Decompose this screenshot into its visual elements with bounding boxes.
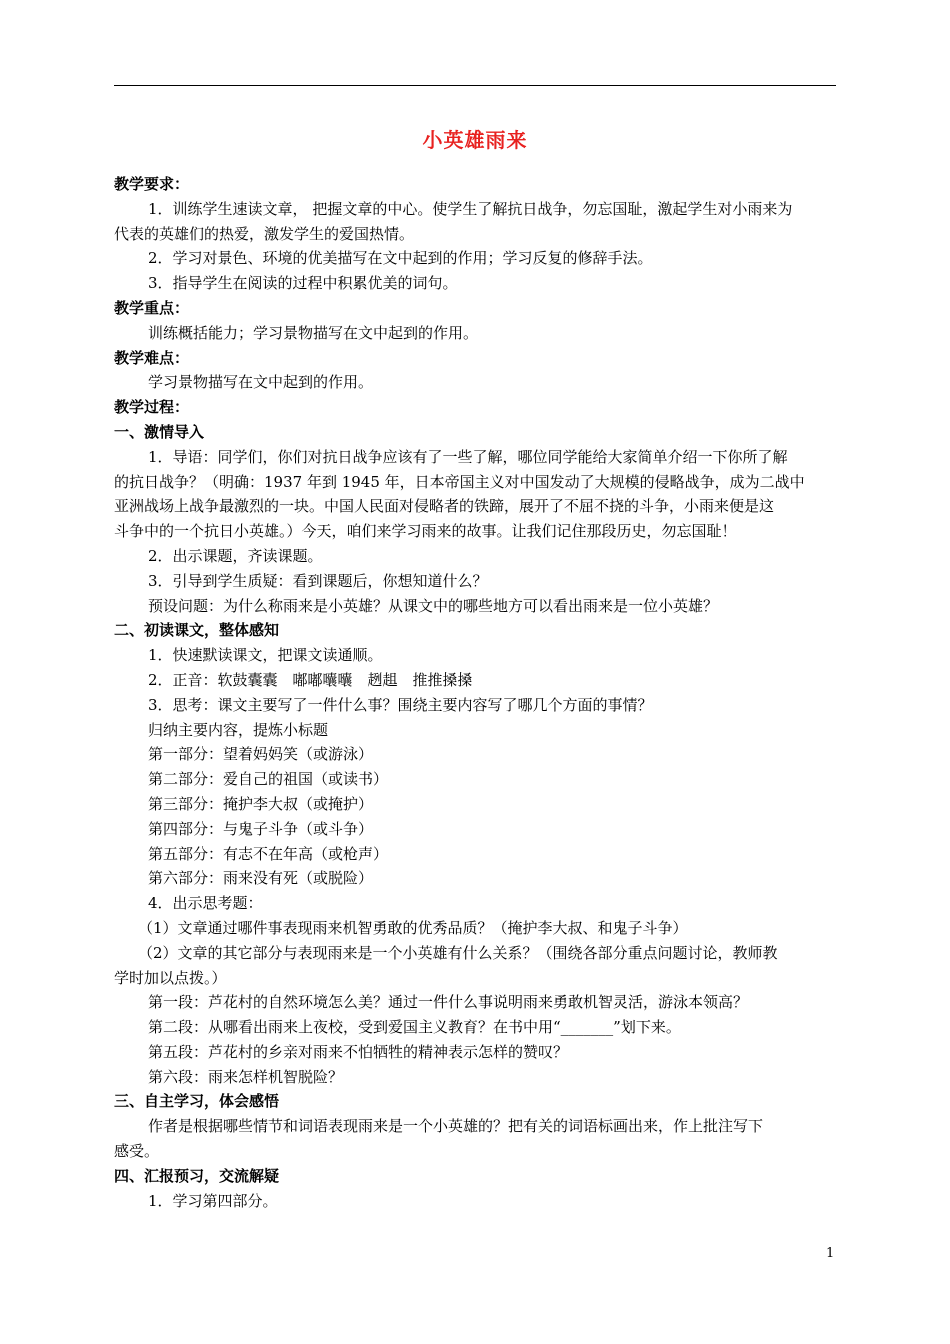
body-line: 的抗日战争？（明确：1937 年到 1945 年，日本帝国主义对中国发动了大规模的侵略战争，成为二战中 (114, 472, 805, 491)
body-line: 1．导语：同学们，你们对抗日战争应该有了一些了解，哪位同学能给大家简单介绍一下你所了解 (148, 447, 788, 466)
body-line: 2．出示课题，齐读课题。 (148, 546, 323, 565)
body-line: 1．训练学生速读文章， 把握文章的中心。使学生了解抗日战争，勿忘国耻，激起学生对小雨来为 (148, 199, 793, 218)
body-line: 第五段：芦花村的乡亲对雨来不怕牺牲的精神表示怎样的赞叹？ (148, 1042, 569, 1061)
body-line: 第五部分：有志不在年高（或枪声） (148, 844, 389, 863)
body-line: 2．学习对景色、环境的优美描写在文中起到的作用；学习反复的修辞手法。 (148, 249, 653, 268)
body-line: 1．学习第四部分。 (148, 1191, 278, 1210)
header-rule (114, 85, 836, 86)
section-heading: 三、自主学习，体会感悟 (114, 1092, 280, 1111)
body-line: 第四部分：与鬼子斗争（或斗争） (148, 819, 374, 838)
body-line: 3．引导到学生质疑：看到课题后，你想知道什么？ (148, 571, 488, 590)
body-line: 第二段：从哪看出雨来上夜校，受到爱国主义教育？在书中用“_______”划下来。 (148, 1018, 681, 1037)
body-line: 1．快速默读课文，把课文读通顺。 (148, 646, 383, 665)
section-heading: 教学重点： (114, 298, 190, 317)
page-number: 1 (826, 1246, 835, 1261)
body-line: 第二部分：爱自己的祖国（或读书） (148, 770, 389, 789)
body-line: 预设问题：为什么称雨来是小英雄？从课文中的哪些地方可以看出雨来是一位小英雄？ (148, 596, 719, 615)
section-heading: 教学过程： (114, 398, 190, 417)
body-line: 训练概括能力；学习景物描写在文中起到的作用。 (148, 323, 479, 342)
body-line: 第一段：芦花村的自然环境怎么美？通过一件什么事说明雨来勇敢机智灵活，游泳本领高？ (148, 993, 749, 1012)
body-line: （1）文章通过哪件事表现雨来机智勇敢的优秀品质？（掩护李大叔、和鬼子斗争） (138, 918, 688, 937)
document-body (114, 172, 836, 1213)
body-line: 4．出示思考题： (148, 894, 263, 913)
body-line: 第三部分：掩护李大叔（或掩护） (148, 794, 374, 813)
body-line: 归纳主要内容，提炼小标题 (148, 720, 329, 739)
body-line: 第六段：雨来怎样机智脱险？ (148, 1067, 344, 1086)
body-line: 2．正音：软鼓囊囊 嘟嘟囔囔 趔趄 推推搡搡 (148, 670, 473, 689)
section-heading: 教学要求： (114, 175, 190, 193)
body-line: 亚洲战场上战争最激烈的一块。中国人民面对侵略者的铁蹄，展开了不屈不挠的斗争，小雨来便是这 (114, 497, 775, 516)
body-line: 作者是根据哪些情节和词语表现雨来是一个小英雄的？把有关的词语标画出来，作上批注写下 (148, 1117, 764, 1136)
body-line: （2）文章的其它部分与表现雨来是一个小英雄有什么关系？（围绕各部分重点问题讨论，教师教 (138, 943, 778, 962)
body-line: 学习景物描写在文中起到的作用。 (148, 373, 374, 392)
body-line: 第六部分：雨来没有死（或脱险） (148, 869, 374, 888)
body-line: 感受。 (114, 1142, 160, 1161)
body-line: 第一部分：望着妈妈笑（或游泳） (148, 745, 374, 764)
body-line: 3．思考：课文主要写了一件什么事？围绕主要内容写了哪几个方面的事情？ (148, 695, 653, 714)
section-heading: 一、激情导入 (114, 422, 205, 441)
body-line: 斗争中的一个抗日小英雄。）今天，咱们来学习雨来的故事。让我们记住那段历史，勿忘国耻！ (114, 522, 737, 541)
section-heading: 教学难点： (114, 348, 190, 367)
section-heading: 二、初读课文，整体感知 (114, 621, 280, 640)
body-line: 3．指导学生在阅读的过程中积累优美的词句。 (148, 274, 458, 293)
document-title: 小英雄雨来 (422, 128, 528, 152)
body-line: 代表的英雄们的热爱，激发学生的爱国热情。 (114, 224, 415, 243)
section-heading: 四、汇报预习，交流解疑 (114, 1166, 280, 1185)
body-line: 学时加以点拨。） (114, 968, 227, 987)
